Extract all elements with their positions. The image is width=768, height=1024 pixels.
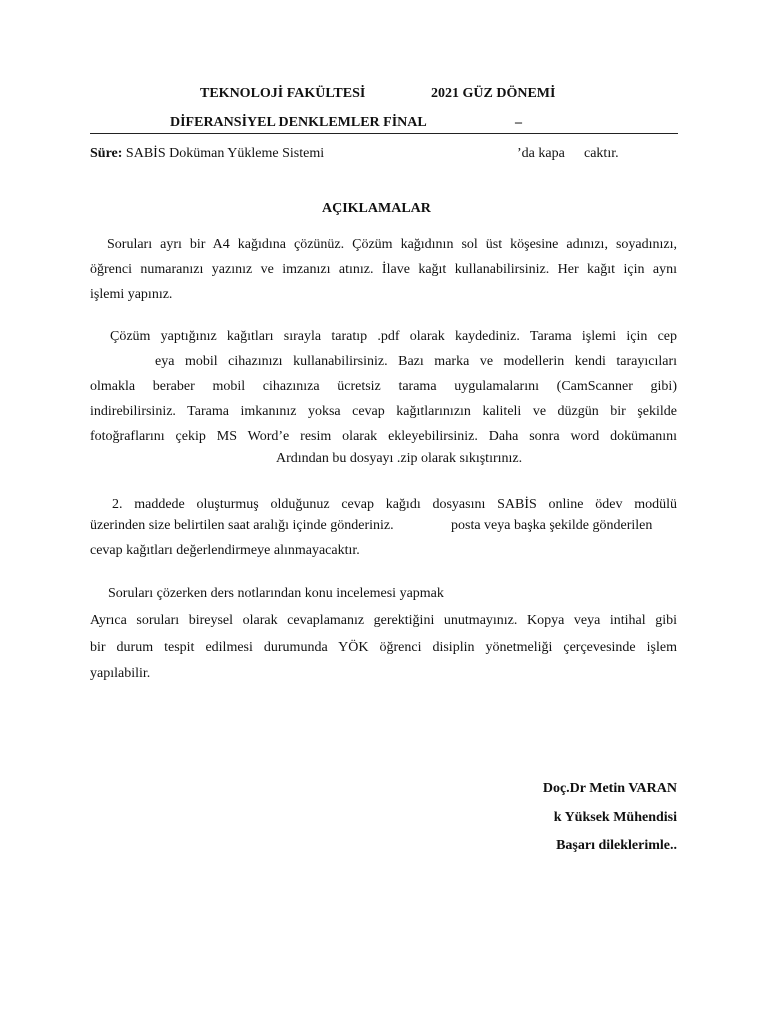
para4-line1: Soruları çözerken ders notlarından konu incelemesi yapmak (108, 586, 444, 601)
duration-text: SABİS Doküman Yükleme Sistemi (125, 146, 325, 161)
para2-line6: Ardından bu dosyayı .zip olarak sıkıştırınız. (276, 451, 523, 466)
para1-line2: öğrenci numaranızı yazınız ve imzanızı atınız. İlave kağıt kullanabilirsiniz. Her kağıt için aynı (90, 262, 677, 277)
para3-line1: 2. maddede oluşturmuş olduğunuz cevap kağıdı dosyasını SABİS online ödev modülü (112, 497, 677, 512)
faculty-title: TEKNOLOJİ FAKÜLTESİ (200, 86, 366, 101)
para2-line4: indirebilirsiniz. Tarama imkanınız yoksa cevap kağıtlarınızın kaliteli ve düzgün bir şekilde (90, 404, 677, 419)
duration-tail-2: caktır. (584, 146, 619, 161)
course-dash: – (515, 115, 522, 130)
para1-line1: Soruları ayrı bir A4 kağıdına çözünüz. Çözüm kağıdının sol üst köşesine adınızı, soyadınızı, (107, 237, 677, 252)
para3-line2-tail: posta veya başka şekilde gönderilen (451, 518, 653, 533)
signature-closing: Başarı dileklerimle.. (556, 838, 677, 853)
section-title: AÇIKLAMALAR (322, 201, 431, 216)
para3-line2: üzerinden size belirtilen saat aralığı içinde gönderiniz. (90, 518, 394, 533)
para2-line5: fotoğraflarını çekip MS Word’e resim olarak ekleyebilirsiniz. Daha sonra word dokümanını (90, 429, 677, 444)
duration-line (90, 146, 324, 162)
para4-line2: Ayrıca soruları bireysel olarak cevaplamanız gerektiğini unutmayınız. Kopya veya intihal gibi (90, 613, 677, 628)
para4-line4: yapılabilir. (90, 666, 151, 681)
signature-title: k Yüksek Mühendisi (553, 810, 677, 825)
para3-line3: cevap kağıtları değerlendirmeye alınmayacaktır. (90, 543, 360, 558)
para1-line3: işlemi yapınız. (90, 287, 173, 302)
course-title: DİFERANSİYEL DENKLEMLER FİNAL (170, 115, 427, 130)
para2-line2: eya mobil cihazınızı kullanabilirsiniz. Bazı marka ve modellerin kendi tarayıcıları (155, 354, 677, 369)
semester-title: 2021 GÜZ DÖNEMİ (431, 86, 556, 101)
header-divider (90, 133, 678, 134)
duration-label: Süre: (90, 146, 123, 161)
para2-line3: olmakla beraber mobil cihazınıza ücretsiz tarama uygulamalarını (CamScanner gibi) (90, 379, 677, 394)
signature-name: Doç.Dr Metin VARAN (542, 781, 677, 796)
duration-tail-1: ’da kapa (517, 146, 565, 161)
para4-line3: bir durum tespit edilmesi durumunda YÖK öğrenci disiplin yönetmeliği çerçevesinde işlem (90, 640, 677, 655)
para2-line1: Çözüm yaptığınız kağıtları sırayla taratıp .pdf olarak kaydediniz. Tarama işlemi için cep (110, 329, 677, 344)
